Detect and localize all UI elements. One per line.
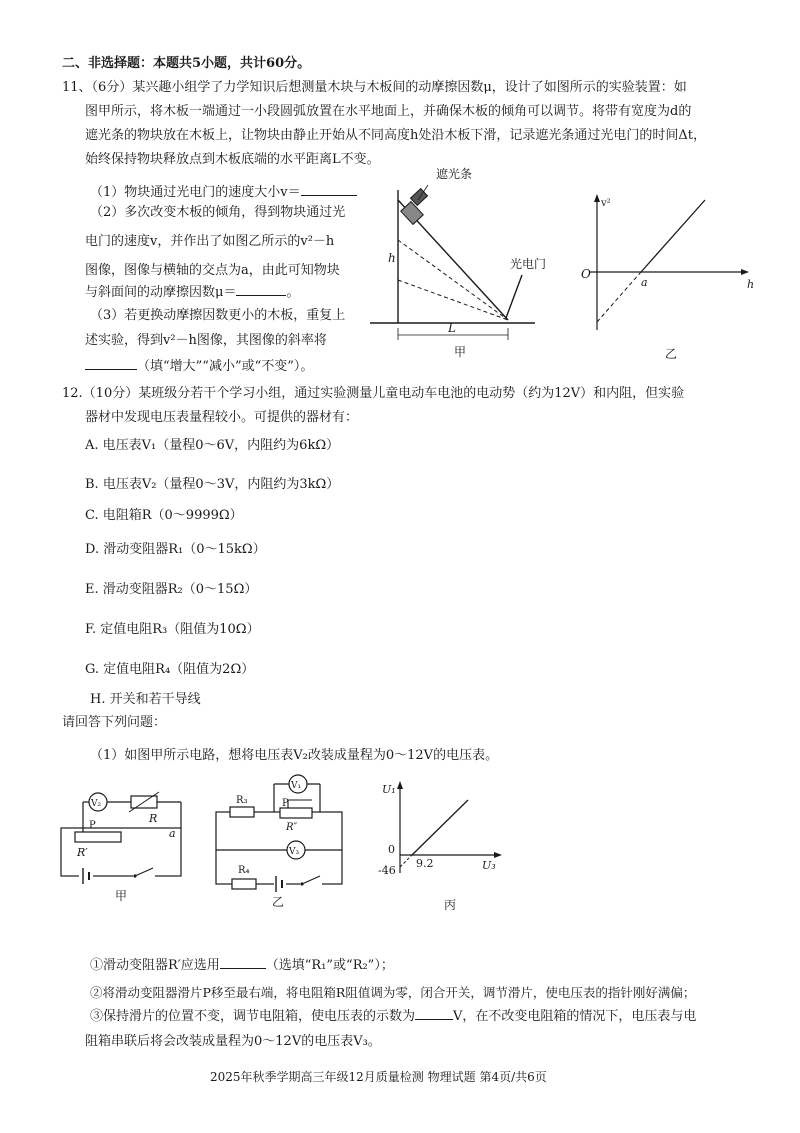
option-h: H. 开关和若干导线 bbox=[90, 692, 201, 707]
q11-stem-line-3: 遮光条的物块放在木板上，让物块由静止开始从不同高度h处沿木板下滑，记录遮光条通过光电门的时间Δt， bbox=[85, 128, 706, 143]
q11-stem-line-2: 图甲所示，将木板一端通过一小段圆弧放置在水平地面上，并确保木板的倾角可以调节。将带有宽度为d的 bbox=[85, 104, 692, 119]
graph-bing-line bbox=[412, 800, 468, 855]
q11-part-3-line-1: （3）若更换动摩擦因数更小的木板，重复上 bbox=[90, 308, 346, 323]
figure-v2-h-graph bbox=[575, 190, 760, 365]
resistor-R4 bbox=[232, 879, 256, 889]
option-e: E. 滑动变阻器R₂（0～15Ω） bbox=[85, 582, 258, 597]
caption-graph-bing: 丙 bbox=[444, 898, 457, 912]
q11-part-1 bbox=[90, 181, 357, 200]
label-R3: R₃ bbox=[236, 795, 248, 806]
label-P-yi: P bbox=[282, 798, 289, 809]
label-P: P bbox=[89, 820, 96, 831]
answer-blank-rheostat[interactable] bbox=[220, 954, 266, 969]
label-v1: V₁ bbox=[291, 781, 302, 791]
photogate-line bbox=[506, 275, 522, 318]
x-intercept-9-2: 9.2 bbox=[416, 857, 434, 870]
section-title: 二、非选择题：本题共5小题，共计60分。 bbox=[62, 56, 311, 71]
graph-bing bbox=[370, 775, 510, 915]
q12-step-3-cont: 阻箱串联后将会改装成量程为0～12V的电压表V₃。 bbox=[85, 1034, 381, 1049]
q11-part-3-line-3 bbox=[85, 355, 313, 374]
q12-sub-1: （1）如图甲所示电路，想将电压表V₂改装成量程为0～12V的电压表。 bbox=[90, 748, 499, 763]
graph-line bbox=[641, 200, 705, 272]
caption-yi: 乙 bbox=[665, 347, 678, 361]
q11-stem-line-4: 始终保持物块释放点到木板底端的水平距离L不变。 bbox=[85, 152, 380, 167]
label-v2: V₂ bbox=[91, 799, 102, 809]
answer-blank-mu[interactable] bbox=[236, 281, 286, 296]
q12-step-3-text: ③保持滑片的位置不变，调节电阻箱，使电压表的示数为 bbox=[90, 1009, 416, 1024]
option-c: C. 电阻箱R（0～9999Ω） bbox=[85, 508, 243, 523]
answer-blank-slope[interactable] bbox=[85, 355, 137, 370]
label-L: L bbox=[448, 321, 456, 335]
figure-incline-apparatus bbox=[370, 160, 560, 365]
q11-part-1-text: （1）物块通过光电门的速度大小v＝ bbox=[90, 185, 301, 200]
q11-part-3-text: （填“增大”“减小”或“不变”）。 bbox=[137, 359, 314, 374]
axis-label-U1: U₁ bbox=[382, 783, 396, 796]
option-a: A. 电压表V₁（量程0～6V，内阻约为6kΩ） bbox=[85, 438, 340, 453]
label-R: R bbox=[149, 812, 158, 825]
q12-step-1-text: ①滑动变阻器R′应选用 bbox=[90, 958, 220, 973]
q12-stem-line-1: 12.（10分）某班级分若干个学习小组，通过实验测量儿童电动车电池的电动势（约为12V）和内阻，但实验 bbox=[62, 386, 685, 401]
option-d: D. 滑动变阻器R₁（0～15kΩ） bbox=[85, 542, 266, 557]
answer-blank-voltage[interactable] bbox=[415, 1005, 453, 1020]
answer-blank-v[interactable] bbox=[301, 181, 357, 196]
caption-circuit-jia: 甲 bbox=[115, 889, 128, 903]
answer-prompt: 请回答下列问题： bbox=[62, 715, 167, 730]
option-b: B. 电压表V₂（量程0～3V，内阻约为3kΩ） bbox=[85, 477, 340, 492]
circuit-yi bbox=[210, 770, 350, 910]
caption-jia: 甲 bbox=[454, 345, 467, 359]
label-R4: R₄ bbox=[238, 865, 250, 876]
q11-part-2-line-1: （2）多次改变木板的倾角，得到物块通过光 bbox=[90, 205, 346, 220]
label-R-prime: R′ bbox=[77, 846, 88, 859]
q12-step-2: ②将滑动变阻器滑片P移至最右端，将电阻箱R阻值调为零，闭合开关，调节滑片，使电压表的指针刚好满偏； bbox=[90, 985, 696, 1000]
label-a: a bbox=[169, 827, 176, 840]
label-photogate: 光电门 bbox=[510, 257, 547, 271]
origin-zero: 0 bbox=[388, 843, 395, 856]
rheostat-R-double-prime bbox=[280, 808, 312, 818]
q11-part-2-text: 与斜面间的动摩擦因数μ＝ bbox=[85, 285, 237, 300]
axis-label-v2: v² bbox=[601, 198, 611, 209]
q11-part-2-line-3: 图像，图像与横轴的交点为a，由此可知物块 bbox=[85, 263, 340, 278]
option-f: F. 定值电阻R₃（阻值为10Ω） bbox=[85, 622, 260, 637]
caption-circuit-yi: 乙 bbox=[272, 895, 285, 909]
label-v3: V₃ bbox=[289, 847, 300, 857]
circuit-jia bbox=[55, 780, 195, 905]
q12-step-1: ①滑动变阻器R′应选用 （选填“R₁”或“R₂”）； bbox=[90, 954, 394, 973]
option-g: G. 定值电阻R₄（阻值为2Ω） bbox=[85, 662, 255, 677]
y-intercept-minus-46: -46 bbox=[378, 864, 396, 877]
q11-part-2-line-2: 电门的速度v，并作出了如图乙所示的v²－h bbox=[85, 234, 335, 249]
label-strip: 遮光条 bbox=[436, 167, 473, 181]
axis-label-U3: U₃ bbox=[482, 859, 496, 872]
resistor-R3 bbox=[230, 807, 254, 817]
rheostat-R-prime bbox=[75, 832, 121, 842]
axis-label-h: h bbox=[747, 278, 755, 291]
block-with-strip bbox=[401, 202, 424, 225]
q11-part-2-line-4: 与斜面间的动摩擦因数μ＝ 。 bbox=[85, 281, 299, 300]
intercept-a: a bbox=[641, 276, 648, 289]
label-R-double-prime: R″ bbox=[286, 822, 298, 833]
q12-stem-line-2: 器材中发现电压表量程较小。可提供的器材有： bbox=[85, 410, 359, 425]
q11-stem-line-1: 11、（6分）某兴趣小组学了力学知识后想测量木块与木板间的动摩擦因数μ，设计了如图所示的实验装置：如 bbox=[62, 80, 687, 95]
label-h: h bbox=[388, 251, 396, 265]
q11-part-3-line-2: 述实验，得到v²－h图像，其图像的斜率将 bbox=[85, 333, 327, 348]
q12-step-3: ③保持滑片的位置不变，调节电阻箱，使电压表的示数为 V，在不改变电阻箱的情况下，电压表与电 bbox=[90, 1005, 696, 1024]
page-footer: 2025年秋季学期高三年级12月质量检测 物理试题 第4页/共6页 bbox=[210, 1070, 547, 1084]
origin-label: O bbox=[581, 267, 591, 281]
